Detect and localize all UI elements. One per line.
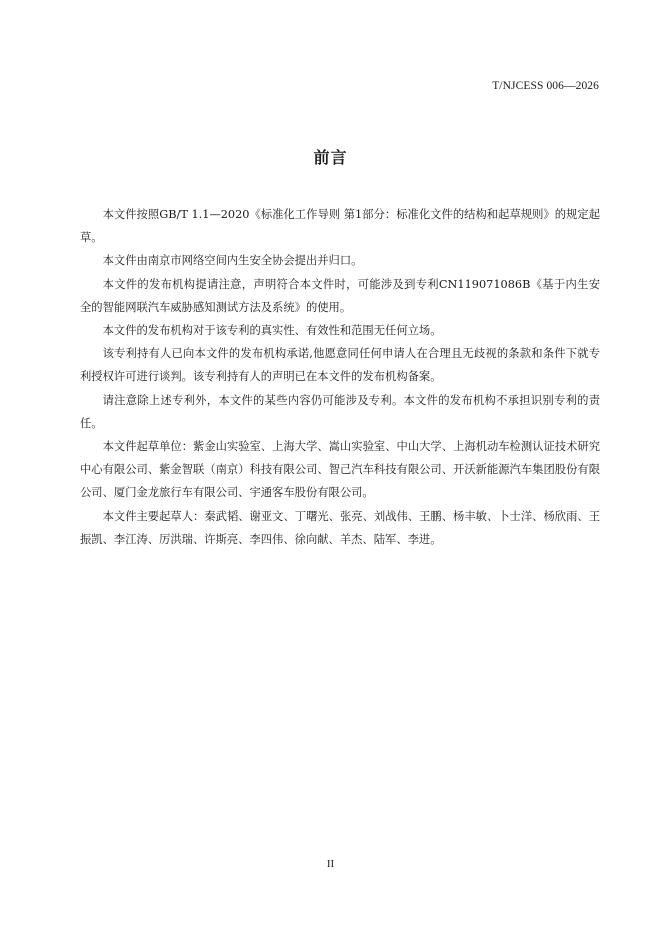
paragraph-other-patents: 请注意除上述专利外，本文件的某些内容仍可能涉及专利。本文件的发布机构不承担识别专利的责任。	[80, 393, 600, 430]
paragraph-drafters: 本文件主要起草人：秦武韬、谢亚文、丁曙光、张亮、刘战伟、王鹏、杨丰敏、卜士洋、杨欣雨、王振凯、李江涛、厉洪瑞、许斯亮、李四伟、徐向献、羊杰、陆军、李进。	[80, 509, 600, 546]
paragraph-drafting-units: 本文件起草单位：紫金山实验室、上海大学、嵩山实验室、中山大学、上海机动车检测认证技术研究中心有限公司、紫金智联（南京）科技有限公司、智己汽车科技有限公司、开沃新能源汽车集团股份有限公司、厦门金龙旅行车有限公司、宇通客车股份有限公司。	[80, 440, 600, 500]
document-number: T/NJCESS 006—2026	[492, 80, 599, 92]
paragraph-proposer: 本文件由南京市网络空间内生安全协会提出并归口。	[102, 254, 363, 268]
page-title: 前言	[313, 148, 348, 167]
paragraph-patent-notice: 本文件的发布机构提请注意，声明符合本文件时，可能涉及到专利CN119071086B《基于内生安全的智能网联汽车威胁感知测试方法及系统》的使用。	[80, 277, 600, 314]
paragraph-drafting-rules: 本文件按照GB/T 1.1—2020《标准化工作导则 第1部分：标准化文件的结构和起草规则》的规定起草。	[80, 208, 600, 245]
foreword-body	[80, 203, 600, 551]
page-number: II	[326, 858, 335, 870]
paragraph-patent-holder: 该专利持有人已向本文件的发布机构承诺,他愿意同任何申请人在合理且无歧视的条款和条件下就专利授权许可进行谈判。该专利持有人的声明已在本文件的发布机构备案。	[80, 347, 600, 384]
paragraph-patent-position: 本文件的发布机构对于该专利的真实性、有效性和范围无任何立场。	[102, 324, 442, 338]
